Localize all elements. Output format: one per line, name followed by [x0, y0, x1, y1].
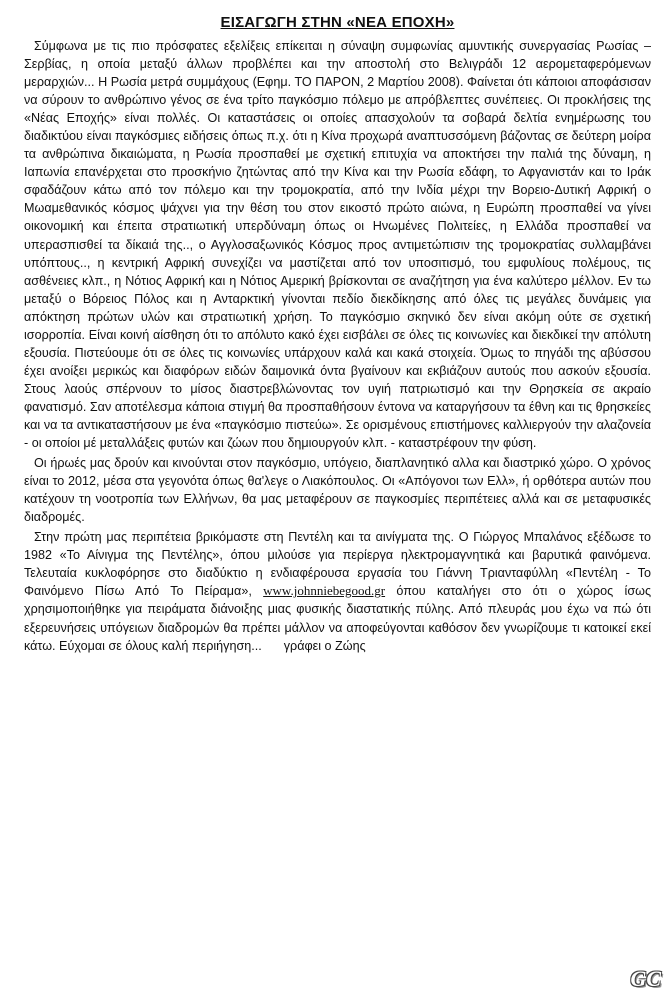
page-title: ΕΙΣΑΓΩΓΗ ΣΤΗΝ «ΝΕΑ ΕΠΟΧΗ»	[220, 14, 455, 31]
paragraph-penteli	[24, 528, 651, 654]
paragraph-penteli-text: Στην πρώτη μας περιπέτεια βρικόμαστε στη Πεντέλη και τα αινίγματα της. Ο Γιώργος Μπαλάνος εξέδωσε το 1982 «Το Αίνιγμα της Πεντέλης», όπου μιλούσε για περίεργα ηλεκτρομαγνητικά και βαρυτικά φαινόμενα. Τελευταία κυκλοφόρησε στο διαδύκτιο η ενδιαφέρουσα εργασία του Γιάννη Τριανταφύλλη «Πεντέλη - Το Φαινόμενο Πίσω Από Το Πείραμα»,	[24, 530, 651, 599]
signature: γράφει ο Ζώης	[283, 638, 366, 653]
paragraph-penteli-text-cont: όπου καταλήγει στο ότι ο χώρος ίσως χρησιμοποιήθηκε για πειράματα διάνοιξης μιας φυσικής διαστατικής πύλης. Από πλευράς μου έχω να πώ ότι εξερευνήσεις υπόγειων διαδρομών θα πρέπει μάλλον να αποφεύγονται καθόσον δεν γνωρίζουμε τι κατοικεί εκεί κάτω. Εύχομαι σε όλους καλή περιήγηση...	[24, 584, 652, 653]
document-page	[24, 14, 651, 655]
website-link[interactable]: www.johnniebegood.gr	[263, 583, 386, 599]
paragraph-intro: Σύμφωνα με τις πιο πρόσφατες εξελίξεις επίκειται η σύναψη συμφωνίας αμυντικής συνεργασίας Ρωσίας – Σερβίας, η οποία μεταξύ άλλων προβλέπει και την αποστολή στο Βελιγράδι 12 αερομεταφερόμενων μεραρχιών... Η Ρωσία μετρά συμμάχους (Εφημ. ΤΟ ΠΑΡΟΝ, 2 Μαρτίου 2008). Φαίνεται ότι κάποιοι αποφάσισαν να σύρουν το ανθρώπινο γένος σε ένα τρίτο παγκόσμιο πόλεμο με απρόβλεπτες συνέπειες. Οι προκλήσεις της «Νέας Εποχής» είναι πολλές. Οι καταστάσεις οι οποίες απασχολούν τα σοβαρά δελτία ενημέρωσης του διαδικτύου είναι παγκόσμιες ειδήσεις όπως π.χ. ότι η Κίνα προχωρά αναπτυσσόμενη βάζοντας σε δεύτερη μοίρα τα ανθρώπινα δικαιώματα, η Ρωσία προσπαθεί με σχετική επιτυχία να αποκτήσει την παλιά της δύναμη, η Ιαπωνία επανέρχεται στο προσκήνιο ζητώντας από την Κίνα και την Ρωσία εδάφη, το Αφγανιστάν και το Ιράκ σφαδάζουν κάτω από τον πόλεμο και την τρομοκρατία, από την Ινδία μέχρι την Βορειο-Δυτική Αφρική ο Μωαμεθανικός κόσμος ψάχνει για την θέση του στον εικοστό πρώτο αιώνα, η Ευρώπη προσπαθεί να γίνει οικονομική και έπειτα στρατιωτική υπερδύναμη όπως οι Ηνωμένες Πολιτείες, η Ελλάδα προσπαθεί να υπερασπισθεί τα δίκαιά της.., ο Αγγλοσαξωνικός Κόσμος προς αντιμετώπισιν της τρομοκρατίας συλλαμβάνει υπόπτους.., η κεντρική Αφρική συνεχίζει να μαστίζεται από τον υποσιτισμό, του εμφυλίους πολέμους, τις ασθένειες κλπ., η Νότιος Αφρική και η Νότιος Αμερική βρίσκονται σε αναζήτηση για ένα καλύτερο μέλλον. Εν τω μεταξύ ο Βόρειος Πόλος και η Ανταρκτική γίνονται πεδίο διεκδίκησης από όλες τις μεγάλες δυνάμεις για απόκτηση πρώτων υλών και στρατιωτική χρήση. Το παγκόσμιο σκηνικό δεν είναι ακόμη ούτε σε σχετική ισορροπία. Είναι κοινή αίσθηση ότι το απόλυτο κακό έχει εισβάλει σε όλες τις κοινωνίες και διεκδικεί την απόλυτη εξουσία. Πιστεύουμε ότι σε όλες τις κοινωνίες υπάρχουν καλά και κακά στοιχεία. Όμως το πηγάδι της αβύσσου έχει ανοίξει μερικώς και διαφόρων ειδών δαιμονικά όντα βγαίνουν και εκβιάζουν αυτούς που ασκούν εξουσία. Στους λαούς σπέρνουν το μίσος διαστρεβλώνοντας τον υγιή πατριωτισμό και την Θρησκεία σε ακραίο φανατισμό. Σαν αποτέλεσμα κάποια στιγμή θα προσπαθήσουν έντονα να καταργήσουν τα έθνη και τις θρησκείες και να τα αντικαταστήσουν με ένα «παγκόσμιο πιστεύω». Σε ορισμένους επιστήμονες καλλιεργούν την αλαζονεία - οι οποίοι μέ μεταλλάξεις φυτών και ζώων που δημιουργούν κλπ. - καταστρέφουν την φύση.	[24, 39, 651, 451]
paragraph-heroes: Οι ήρωές μας δρούν και κινούνται στον παγκόσμιο, υπόγειο, διαπλανητικό αλλα και διαστρικό χώρο. Ο χρόνος είναι το 2012, μέσα στα γεγονότα όπως θα'λεγε ο Λιακόπουλος. Οι «Απόγονοι των Ελλ», ή ορθότερα αυτών που κατέχουν τη νοοτροπία των Ελλήνων, θα μας μεταφέρουν σε παγκοσμίες περιπέτειες αλλά και σε μεταφυσικές διαδρομές.	[24, 456, 651, 525]
article-body	[24, 37, 651, 655]
gc-logo: GC	[630, 966, 661, 991]
